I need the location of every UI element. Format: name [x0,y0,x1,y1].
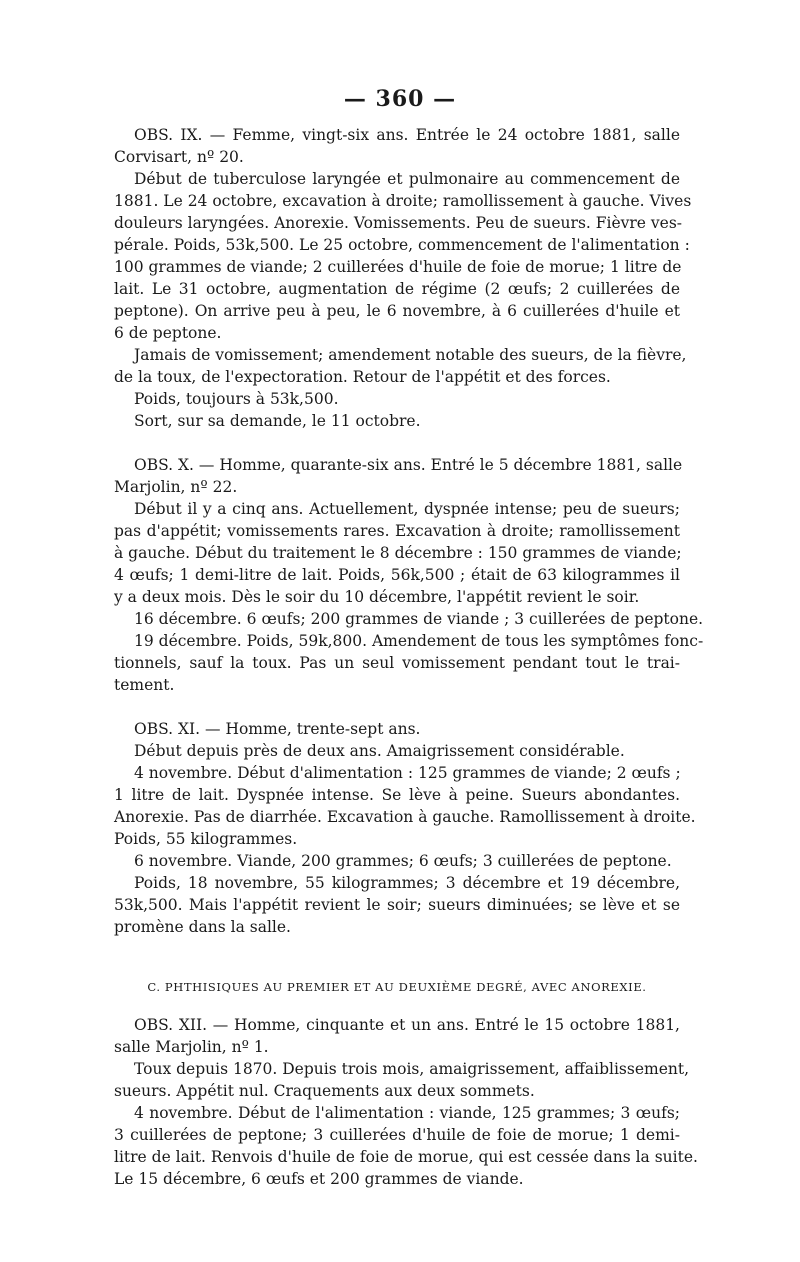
text-line: pas d'appétit; vomissements rares. Excavation à droite; ramollissement [114,522,680,540]
text-line: 100 grammes de viande; 2 cuillerées d'huile de foie de morue; 1 litre de [114,258,682,276]
text-line: Début depuis près de deux ans. Amaigrissement considérable. [134,742,625,760]
text-line: Poids, toujours à 53k,500. [134,390,339,408]
text-line: Poids, 55 kilogrammes. [114,830,298,848]
text-line: 53k,500. Mais l'appétit revient le soir; sueurs diminuées; se lève et se [114,896,680,914]
page-number: — 360 — [343,86,457,112]
text-line: litre de lait. Renvois d'huile de foie de morue, qui est cessée dans la suite. [114,1148,698,1166]
text-line: douleurs laryngées. Anorexie. Vomissements. Peu de sueurs. Fièvre ves- [114,214,683,232]
text-line: Début il y a cinq ans. Actuellement, dyspnée intense; peu de sueurs; [134,500,680,518]
text-line: 6 novembre. Viande, 200 grammes; 6 œufs; 3 cuillerées de peptone. [134,852,672,870]
text-line: Poids, 18 novembre, 55 kilogrammes; 3 décembre et 19 décembre, [134,874,680,892]
text-line: OBS. XI. — Homme, trente-sept ans. [134,720,421,738]
text-line: OBS. XII. — Homme, cinquante et un ans. Entré le 15 octobre 1881, [134,1016,680,1034]
text-line: Anorexie. Pas de diarrhée. Excavation à gauche. Ramollissement à droite. [114,808,696,826]
text-line: tionnels, sauf la toux. Pas un seul vomissement pendant tout le trai- [114,654,680,672]
observation-12 [114,1014,698,1190]
text-line: promène dans la salle. [114,918,291,936]
observation-11 [114,718,696,938]
text-line: peptone). On arrive peu à peu, le 6 novembre, à 6 cuillerées d'huile et [114,302,680,320]
text-line: 4 novembre. Début d'alimentation : 125 grammes de viande; 2 œufs ; [134,764,681,782]
text-line: 6 de peptone. [114,324,222,342]
text-line: à gauche. Début du traitement le 8 décembre : 150 grammes de viande; [114,544,682,562]
text-line: Marjolin, nº 22. [114,478,238,496]
page-body [114,124,704,1190]
text-line: 1 litre de lait. Dyspnée intense. Se lève à peine. Sueurs abondantes. [114,786,680,804]
text-line: lait. Le 31 octobre, augmentation de régime (2 œufs; 2 cuillerées de [114,280,680,298]
text-line: sueurs. Appétit nul. Craquements aux deux sommets. [114,1082,535,1100]
text-line: tement. [114,676,175,694]
text-line: Sort, sur sa demande, le 11 octobre. [134,412,421,430]
text-line: Toux depuis 1870. Depuis trois mois, amaigrissement, affaiblissement, [134,1060,690,1078]
text-line: Début de tuberculose laryngée et pulmonaire au commencement de [134,170,680,188]
text-line: salle Marjolin, nº 1. [114,1038,269,1056]
text-line: Corvisart, nº 20. [114,148,244,166]
text-line: 16 décembre. 6 œufs; 200 grammes de viande ; 3 cuillerées de peptone. [134,610,704,628]
observation-10 [114,454,704,696]
text-line: Jamais de vomissement; amendement notable des sueurs, de la fièvre, [134,346,687,364]
text-line: 3 cuillerées de peptone; 3 cuillerées d'huile de foie de morue; 1 demi- [114,1126,680,1144]
text-line: OBS. IX. — Femme, vingt-six ans. Entrée le 24 octobre 1881, salle [134,126,680,144]
text-line: de la toux, de l'expectoration. Retour de l'appétit et des forces. [114,368,611,386]
text-line: 4 œufs; 1 demi-litre de lait. Poids, 56k,500 ; était de 63 kilogrammes il [114,566,680,584]
observation-9 [114,124,692,432]
text-line: 1881. Le 24 octobre, excavation à droite; ramollissement à gauche. Vives [114,192,692,210]
section-heading: C. PHTHISIQUES AU PREMIER ET AU DEUXIÈME DEGRÉ, AVEC ANOREXIE. [147,980,647,994]
text-line: OBS. X. — Homme, quarante-six ans. Entré le 5 décembre 1881, salle [134,456,683,474]
text-line: pérale. Poids, 53k,500. Le 25 octobre, commencement de l'alimentation : [114,236,690,254]
text-line: y a deux mois. Dès le soir du 10 décembre, l'appétit revient le soir. [114,588,640,606]
text-line: 19 décembre. Poids, 59k,800. Amendement de tous les symptômes fonc- [134,632,704,650]
text-line: 4 novembre. Début de l'alimentation : viande, 125 grammes; 3 œufs; [134,1104,680,1122]
text-line: Le 15 décembre, 6 œufs et 200 grammes de viande. [114,1170,524,1188]
